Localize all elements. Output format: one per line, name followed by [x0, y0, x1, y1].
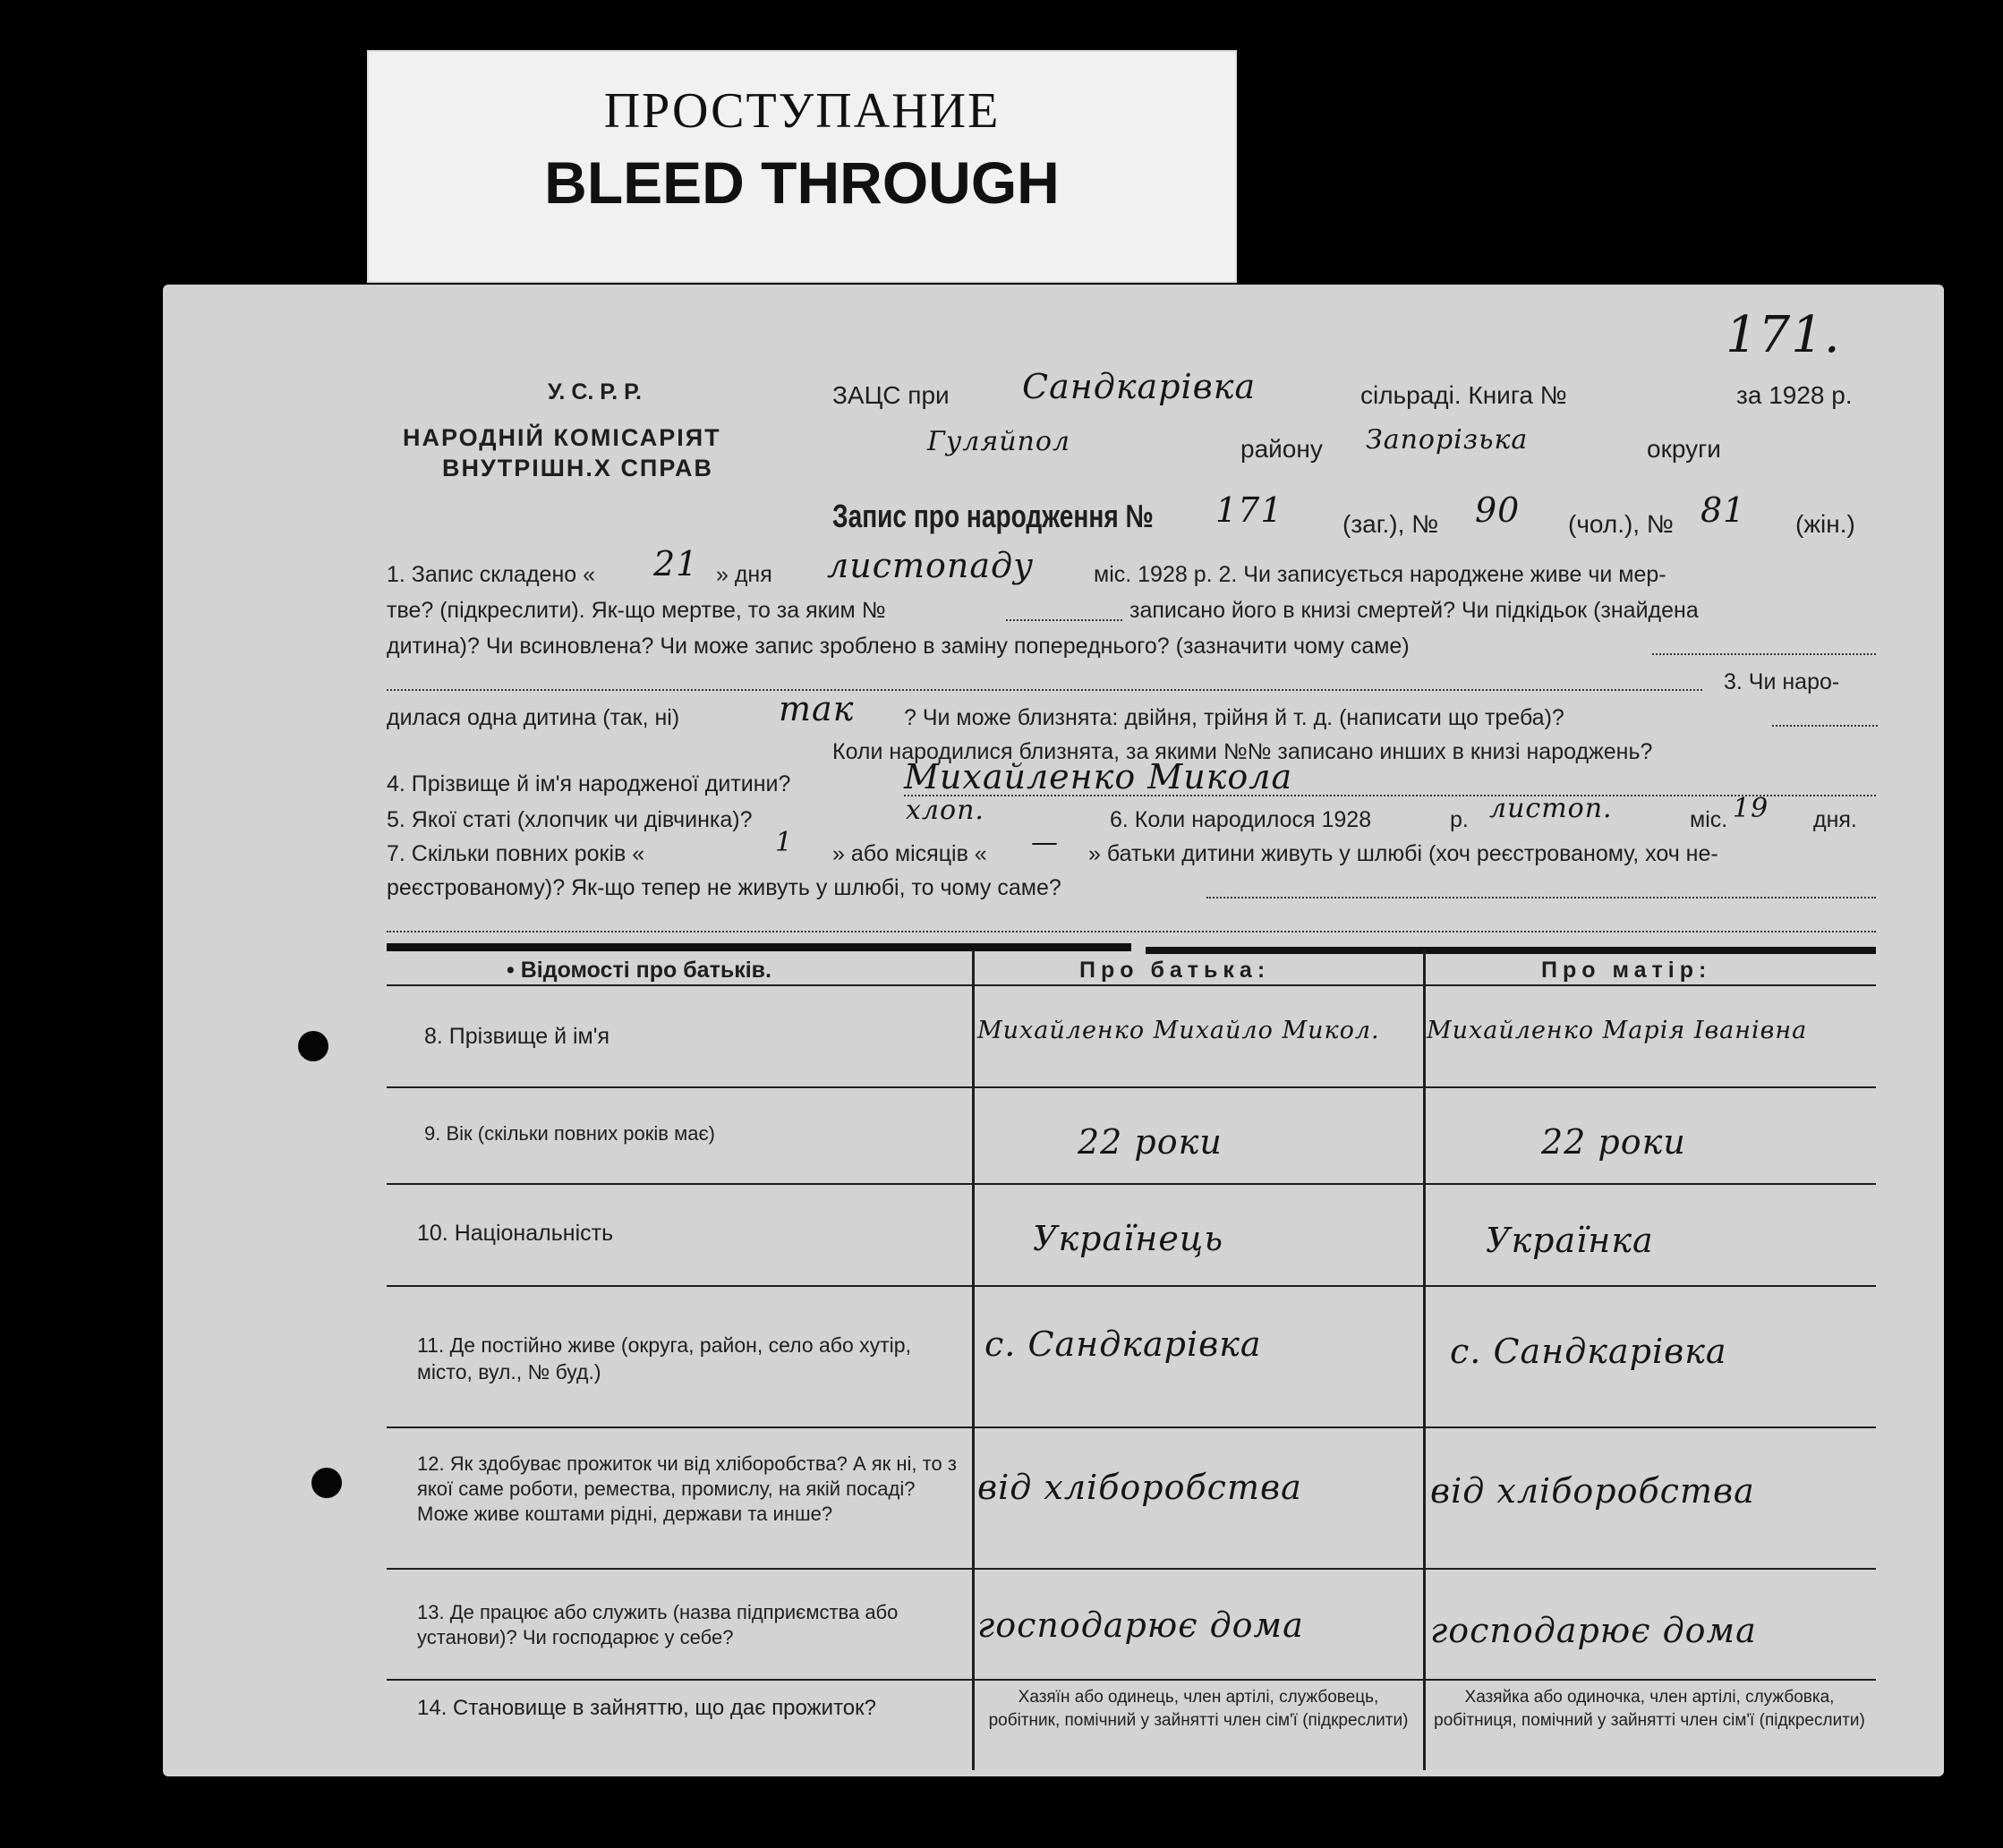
- row-divider: [387, 1285, 1876, 1287]
- village-handwritten: Сандкарівка: [1022, 367, 1257, 406]
- record-day: 21: [653, 544, 699, 583]
- marriage-months: —: [1031, 827, 1059, 858]
- line-9-end: » батьки дитини живуть у шлюбі (хоч реєстрованому, хоч не-: [1088, 841, 1718, 866]
- line-8-birth: 6. Коли народилося 1928: [1110, 807, 1372, 832]
- single-birth-answer: так: [779, 689, 855, 728]
- line-4: 3. Чи наро-: [1724, 669, 1840, 694]
- line-9: 7. Скільки повних років «: [387, 841, 645, 866]
- line-3: дитина)? Чи всиновлена? Чи може запис зроблено в заміну попереднього? (зазначити чому саме): [387, 634, 1410, 659]
- line-8-mis: міс.: [1690, 807, 1728, 832]
- mother-employment-options: Хазяйка або одиночка, член артілі, службовка, робітниця, помічний у зайнятті член сім'ї (підкреслити): [1434, 1688, 1865, 1730]
- birth-day: 19: [1733, 793, 1769, 824]
- line-1-day: » дня: [716, 562, 772, 587]
- okrug-label: округи: [1647, 435, 1721, 463]
- ussr-header: У. С. Р. Р.: [548, 379, 642, 405]
- father-livelihood: від хліборобства: [977, 1468, 1302, 1507]
- binder-hole: [311, 1468, 342, 1498]
- mother-nationality: Українка: [1486, 1221, 1654, 1260]
- father-residence: с. Сандкарівка: [984, 1324, 1262, 1364]
- father-workplace: господарює дома: [977, 1605, 1304, 1645]
- child-name: Михайленко Микола: [904, 757, 1293, 796]
- mother-livelihood: від хліборобства: [1430, 1471, 1755, 1511]
- label-russian: ПРОСТУПАНИЕ: [603, 83, 1001, 139]
- father-employment-options: Хазяїн або одинець, член артілі, службовець, робітник, помічний у зайнятті член сім'ї (підкреслити): [988, 1688, 1409, 1730]
- binder-hole: [298, 1031, 328, 1061]
- line-5-end: ? Чи може близнята: двійня, трійня й т. д. (написати що треба)?: [904, 705, 1564, 730]
- line-7: 4. Прізвище й ім'я народженої дитини?: [387, 771, 791, 796]
- birth-month: листоп.: [1489, 793, 1613, 824]
- line-6: Коли народилися близнята, за якими №№ записано инших в книзі народжень?: [832, 739, 1653, 764]
- record-month: листопаду: [827, 546, 1035, 585]
- row-label-livelihood: 12. Як здобуває прожиток чи від хліборобства? А як ні, то з якої саме роботи, ремества, промислу, на якій посаді? Може живе коштами рідні, держави та инше?: [417, 1452, 957, 1525]
- row-label-name: 8. Прізвище й ім'я: [424, 1024, 610, 1049]
- line-1-start: 1. Запис складено «: [387, 562, 596, 587]
- line-8-dnya: дня.: [1813, 807, 1857, 832]
- mother-name: Михайленко Марія Іванівна: [1427, 1017, 1808, 1044]
- line-9-months: » або місяців «: [832, 841, 987, 866]
- district-handwritten: Гуляйпол: [927, 426, 1071, 457]
- line-5-blank: [1772, 725, 1878, 727]
- line-1-end: міс. 1928 р. 2. Чи записується народжене живе чи мер-: [1094, 562, 1666, 587]
- mother-residence: с. Сандкарівка: [1450, 1332, 1727, 1371]
- row-divider: [387, 1183, 1876, 1185]
- row-label-residence: 11. Де постійно живе (округа, район, село або хутір, місто, вул., № буд.): [417, 1333, 911, 1384]
- row-divider: [387, 1426, 1876, 1428]
- line-7-blank: [904, 795, 1876, 796]
- year-label: за 1928 р.: [1736, 381, 1853, 409]
- mother-age: 22 роки: [1541, 1122, 1686, 1162]
- record-title: Запис про народження №: [832, 498, 1154, 534]
- line-2-end: записано його в книзі смертей? Чи підкідьок (знайдена: [1129, 598, 1699, 623]
- row-divider: [387, 1086, 1876, 1088]
- line-8-r: р.: [1450, 807, 1469, 832]
- table-col-divider: [1423, 950, 1426, 1770]
- line-10-blank: [1206, 897, 1876, 898]
- record-zhin: (жін.): [1795, 510, 1855, 538]
- page-number: 171.: [1726, 306, 1841, 364]
- father-nationality: Українець: [1033, 1219, 1224, 1258]
- table-col-divider: [972, 950, 975, 1770]
- row-divider: [387, 1568, 1876, 1570]
- record-zhin-number: 81: [1700, 490, 1746, 530]
- record-number: 171: [1215, 490, 1283, 530]
- village-label: сільраді. Книга №: [1360, 381, 1567, 409]
- commissariat-line2: ВНУТРІШН.Х СПРАВ: [442, 455, 713, 481]
- marriage-years: 1: [775, 827, 794, 858]
- mother-workplace: господарює дома: [1430, 1611, 1757, 1650]
- father-name: Михайленко Михайло Микол.: [977, 1017, 1380, 1044]
- row-label-workplace: 13. Де працює або служить (назва підприємства або установи)? Чи господарює у себе?: [417, 1601, 899, 1648]
- row-label-employment: 14. Становище в зайняттю, що дає прожиток?: [417, 1696, 876, 1720]
- child-sex: хлоп.: [906, 795, 984, 826]
- district-label: району: [1240, 435, 1323, 463]
- line-5: дилася одна дитина (так, ні): [387, 705, 680, 730]
- bleed-through-label: [367, 50, 1237, 283]
- table-top-rule: [1146, 947, 1876, 954]
- col-header-info: • Відомості про батьків.: [507, 958, 771, 983]
- table-header-line: [387, 984, 1876, 986]
- record-chol-number: 90: [1475, 490, 1521, 530]
- row-divider: [387, 1679, 1876, 1681]
- line-3-blank: [1652, 653, 1876, 655]
- col-header-mother: Про матір:: [1541, 958, 1712, 983]
- zags-label: ЗАЦС при: [832, 381, 950, 409]
- line-10: реєстрованому)? Як-що тепер не живуть у шлюбі, то чому саме?: [387, 875, 1061, 900]
- record-chol: (чол.), №: [1568, 510, 1674, 538]
- line-2-blank: [1006, 619, 1122, 621]
- line-8: 5. Якої статі (хлопчик чи дівчинка)?: [387, 807, 753, 832]
- okrug-handwritten: Запорізька: [1366, 424, 1529, 456]
- record-zag: (заг.), №: [1342, 510, 1439, 538]
- row-label-nationality: 10. Національність: [417, 1221, 614, 1246]
- line-2: тве? (підкреслити). Як-що мертве, то за яким №: [387, 598, 886, 623]
- row-label-age: 9. Вік (скільки повних років має): [424, 1122, 716, 1145]
- line-4-blank: [387, 689, 1702, 691]
- line-11-blank: [387, 931, 1876, 933]
- father-age: 22 роки: [1078, 1122, 1223, 1162]
- commissariat-line1: НАРОДНІЙ КОМІСАРІЯТ: [403, 424, 721, 451]
- col-header-father: Про батька:: [1079, 958, 1271, 983]
- label-english: BLEED THROUGH: [544, 149, 1060, 216]
- table-top-rule: [387, 943, 1131, 951]
